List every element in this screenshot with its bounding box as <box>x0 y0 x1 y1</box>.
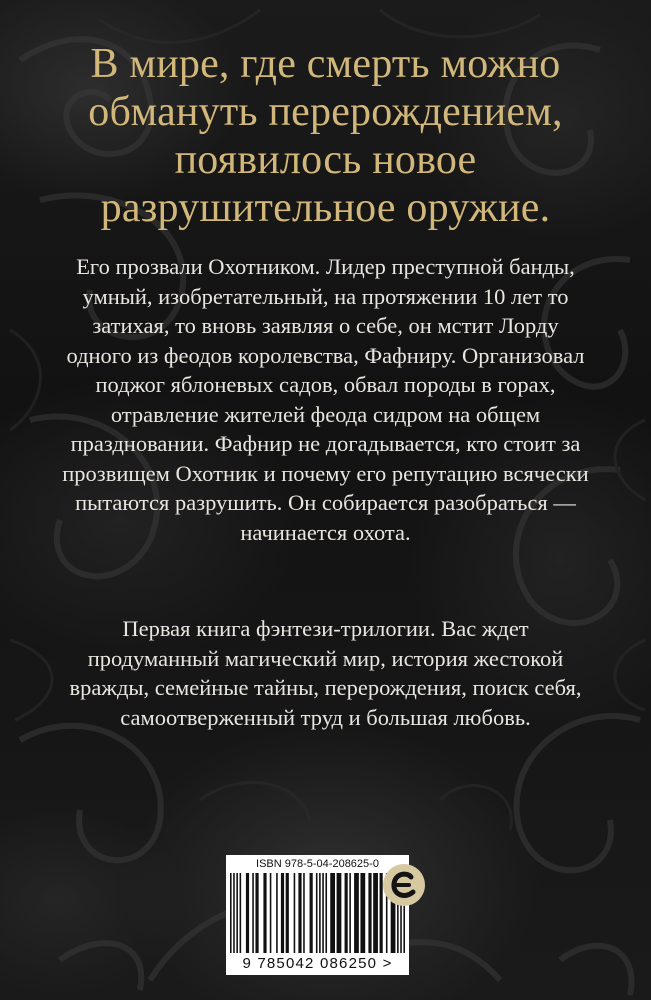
series-description-paragraph: Первая книга фэнтези-трилогии. Вас ждет продуманный магический мир, история жестокой вражды, семейные тайны, перерождения, поиск себя, самоотверженный труд и большая любовь. <box>69 616 582 730</box>
barcode-bar <box>230 873 232 953</box>
barcode-bar <box>233 873 235 953</box>
barcode-bar <box>252 873 254 953</box>
barcode-bar <box>316 873 318 953</box>
barcode-bars <box>230 873 405 953</box>
barcode-bar <box>255 873 258 953</box>
barcode-bar <box>337 873 342 953</box>
barcode-bar <box>319 873 321 953</box>
barcode-bar <box>345 873 348 953</box>
barcode-bar <box>246 873 249 953</box>
barcode-bar <box>322 873 324 953</box>
barcode-bar <box>263 873 266 953</box>
barcode-bar <box>270 873 272 953</box>
barcode-bar <box>240 873 242 953</box>
barcode-bar <box>298 873 301 953</box>
barcode-bar <box>373 873 378 953</box>
isbn-barcode <box>226 855 409 975</box>
barcode-bar <box>354 873 359 953</box>
barcode-bar <box>360 873 365 953</box>
barcode-bar <box>368 873 371 953</box>
barcode-bar <box>349 873 351 953</box>
headline-line-1: В мире, где смерть можно <box>90 41 561 87</box>
barcode-bar <box>281 873 284 953</box>
barcode-bar <box>276 873 278 953</box>
headline-line-4: разрушительное оружие. <box>100 185 551 231</box>
synopsis-paragraph: Его прозвали Охотником. Лидер преступной банды, умный, изобретательный, на протяжении 10 лет то затихая, то вновь заявляя о себе, он мстит Лорду одного из феодов королевства, Фафниру. Организовал поджог яблоневых садов, обвал породы в горах, отравление жителей феода сидром на общем праздновании. Фафнир не догадывается, кто стоит за прозвищем Охотник и почему его репутацию всячески пытаются разрушить. Он собирается разобраться — начинается охота. <box>62 254 589 545</box>
headline <box>40 40 611 232</box>
isbn-label: ISBN 978-5-04-208625-0 <box>256 858 379 870</box>
headline-line-3: появилось новое <box>174 137 477 183</box>
barcode-bar <box>325 873 327 953</box>
barcode-digits: 9 785042 086250 > <box>242 955 393 972</box>
barcode-bar <box>236 873 238 953</box>
publisher-logo-icon <box>383 864 425 906</box>
barcode-bar <box>303 873 305 953</box>
barcode-bar <box>310 873 313 953</box>
headline-line-2: обмануть перерождением, <box>88 89 563 135</box>
barcode-bar <box>294 873 296 953</box>
barcode-bar <box>330 873 335 953</box>
barcode-bar <box>286 873 289 953</box>
